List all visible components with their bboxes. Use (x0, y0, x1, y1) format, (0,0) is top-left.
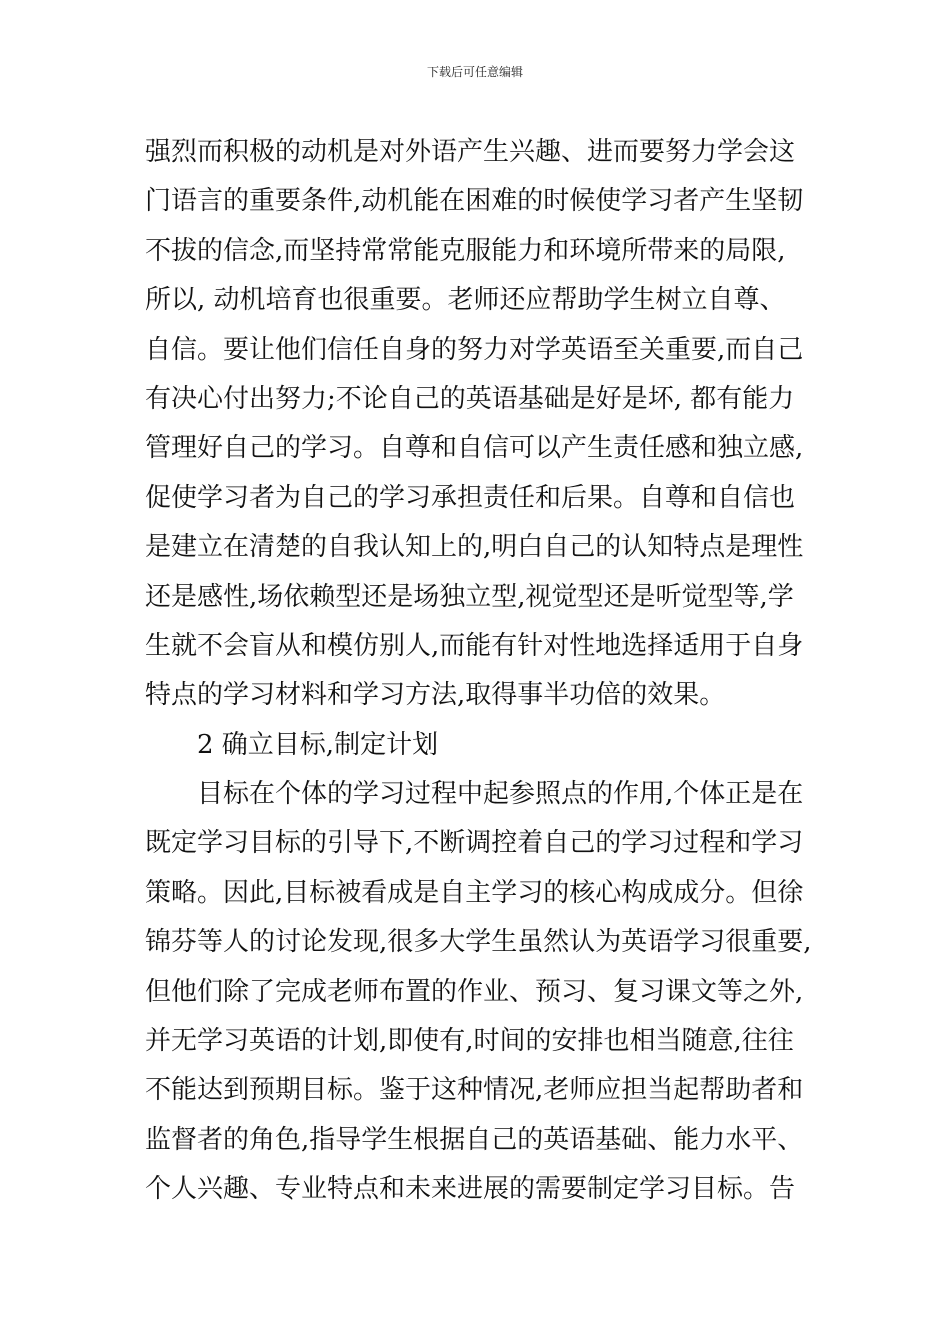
text-line: 强烈而积极的动机是对外语产生兴趣、进而要努力学会这 (145, 137, 796, 167)
text-line: 并无学习英语的计划,即使有,时间的安排也相当随意,往往 (145, 1026, 794, 1057)
section-heading: 2 确立目标,制定计划 (197, 729, 439, 760)
document-body (145, 128, 815, 1215)
text-line: 所以, 动机培育也很重要。老师还应帮助学生树立自尊、 (145, 285, 786, 316)
text-line: 既定学习目标的引导下,不断调控着自己的学习过程和学习 (145, 828, 804, 859)
text-line: 监督者的角色,指导学生根据自己的英语基础、能力水平、 (145, 1124, 804, 1155)
text-line: 个人兴趣、专业特点和未来进展的需要制定学习目标。告 (145, 1174, 796, 1205)
text-line: 促使学习者为自己的学习承担责任和后果。自尊和自信也 (145, 482, 796, 513)
text-line: 策略。因此,目标被看成是自主学习的核心构成成分。但徐 (145, 877, 804, 908)
text-line: 不能达到预期目标。鉴于这种情况,老师应担当起帮助者和 (145, 1075, 804, 1106)
page-header: 下载后可任意编辑 (426, 65, 523, 79)
text-line: 不拔的信念,而坚持常常能克服能力和环境所带来的局限, (145, 235, 786, 266)
text-line: 特点的学习材料和学习方法,取得事半功倍的效果。 (145, 680, 726, 711)
text-line: 有决心付出努力;不论自己的英语基础是好是坏, 都有能力 (145, 383, 795, 414)
text-line: 锦芬等人的讨论发现,很多大学生虽然认为英语学习很重要, (145, 927, 812, 958)
text-line: 是建立在清楚的自我认知上的,明白自己的认知特点是理性 (145, 532, 804, 563)
text-line: 管理好自己的学习。自尊和自信可以产生责任感和独立感, (145, 433, 804, 464)
text-line: 生就不会盲从和模仿别人,而能有针对性地选择适用于自身 (145, 630, 804, 661)
text-line: 但他们除了完成老师布置的作业、预习、复习课文等之外, (145, 976, 804, 1007)
text-line: 还是感性,场依赖型还是场独立型,视觉型还是听觉型等,学 (145, 581, 794, 612)
text-line: 门语言的重要条件,动机能在困难的时候使学习者产生坚韧 (145, 186, 804, 217)
text-line: 目标在个体的学习过程中起参照点的作用,个体正是在 (197, 779, 804, 810)
text-line: 自信。要让他们信任自身的努力对学英语至关重要,而自己 (145, 334, 804, 365)
